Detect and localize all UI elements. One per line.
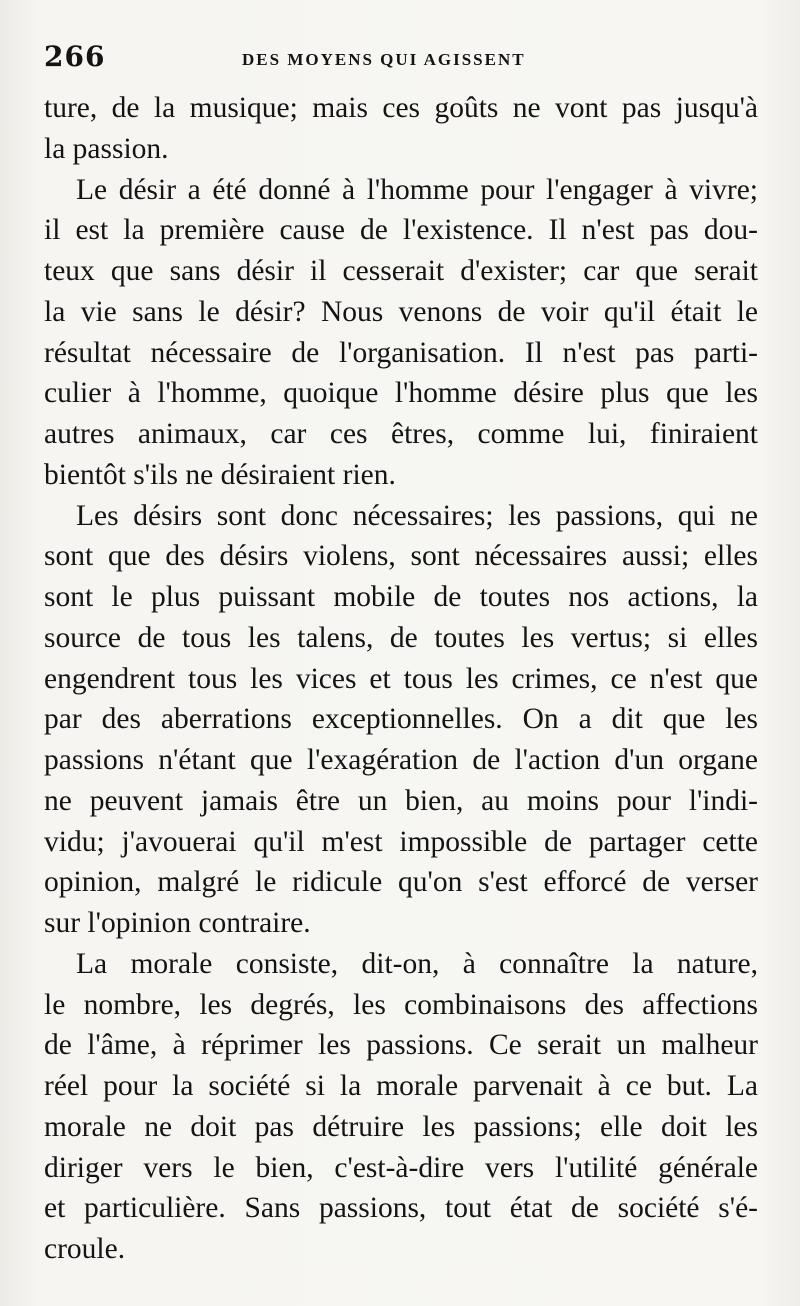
- text-line: la passion.: [44, 132, 169, 165]
- text-line: sont le plus puissant mobile de toutes nos actions, la: [44, 581, 758, 613]
- text-line: par des aberrations exceptionnelles. On a dit que les: [44, 703, 758, 736]
- running-title: DES MOYENS QUI AGISSENT: [242, 50, 526, 69]
- page-number: 266: [44, 40, 106, 73]
- text-line: il est la première cause de l'existence. Il n'est pas dou-: [44, 214, 758, 247]
- text-line: bientôt s'ils ne désiraient rien.: [44, 458, 396, 491]
- paragraph-first-line: Les désirs sont donc nécessaires; les passions, qui ne: [76, 499, 758, 532]
- text-line: morale ne doit pas détruire les passions; elle doit les: [44, 1110, 758, 1143]
- text-line: sont que des désirs violens, sont nécessaires aussi; elles: [44, 540, 758, 573]
- text-line: croule.: [44, 1233, 126, 1265]
- text-line: et particulière. Sans passions, tout état de société s'é-: [44, 1192, 758, 1225]
- text-line: autres animaux, car ces êtres, comme lui, finiraient: [44, 418, 758, 450]
- text-line: le nombre, les degrés, les combinaisons des affections: [44, 988, 758, 1021]
- text-line: la vie sans le désir? Nous venons de voir qu'il était le: [44, 295, 758, 328]
- text-line: opinion, malgré le ridicule qu'on s'est efforcé de verser: [44, 866, 758, 899]
- text-line: teux que sans désir il cesserait d'exister; car que serait: [44, 255, 758, 287]
- text-line: source de tous les talens, de toutes les vertus; si elles: [44, 621, 758, 654]
- text-line: ne peuvent jamais être un bien, au moins pour l'indi-: [44, 784, 758, 817]
- text-line: ture, de la musique; mais ces goûts ne vont pas jusqu'à: [44, 92, 758, 124]
- paragraph-first-line: Le désir a été donné à l'homme pour l'engager à vivre;: [76, 173, 758, 206]
- text-line: réel pour la société si la morale parvenait à ce but. La: [44, 1070, 758, 1102]
- text-line: culier à l'homme, quoique l'homme désire plus que les: [44, 377, 758, 410]
- text-line: engendrent tous les vices et tous les crimes, ce n'est que: [44, 662, 758, 695]
- body-text: [44, 88, 758, 1270]
- text-line: diriger vers le bien, c'est-à-dire vers l'utilité générale: [44, 1151, 758, 1184]
- text-line: vidu; j'avouerai qu'il m'est impossible de partager cette: [44, 825, 758, 858]
- paragraph-first-line: La morale consiste, dit-on, à connaître la nature,: [76, 947, 758, 980]
- text-line: sur l'opinion contraire.: [44, 907, 311, 939]
- page-header: [44, 40, 764, 80]
- text-line: résultat nécessaire de l'organisation. Il n'est pas parti-: [44, 336, 758, 369]
- text-line: de l'âme, à réprimer les passions. Ce serait un malheur: [44, 1029, 758, 1062]
- text-line: passions n'étant que l'exagération de l'action d'un organe: [44, 744, 758, 776]
